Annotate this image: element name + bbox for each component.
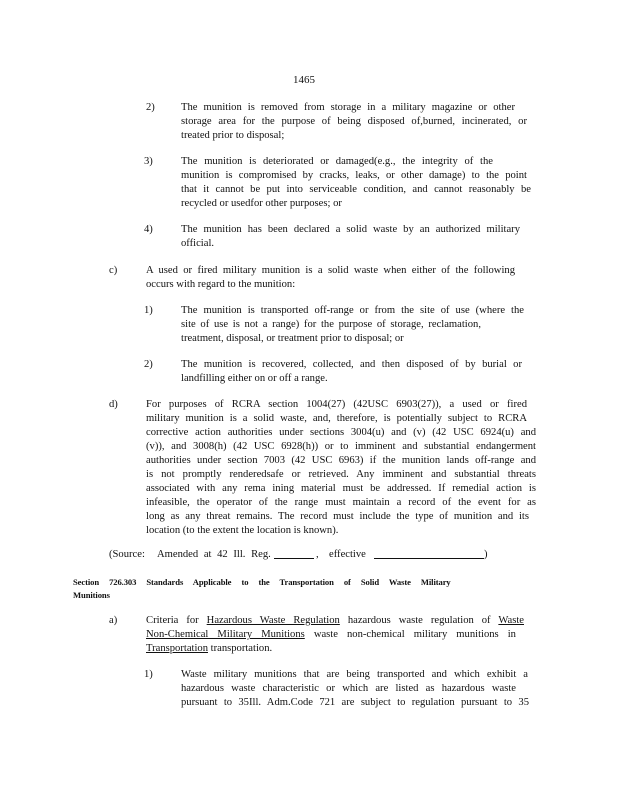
item-a1-line: hazardous waste characteristic or which are listed as hazardous waste [181, 683, 516, 694]
item-d-line: For purposes of RCRA section 1004(27) (42USC 6903(27)), a used or fired [146, 399, 527, 410]
item-d-label: d) [109, 399, 118, 410]
item-d-line: associated with any rema ining material must be addressed. If remedial action is [146, 483, 536, 494]
item-2-line: storage area for the purpose of being disposed of,burned, incinerated, or [181, 116, 527, 127]
item-d-line: location (to the extent the location is known). [146, 525, 339, 536]
item-c2-label: 2) [144, 359, 153, 370]
source-effective: effective [329, 549, 366, 560]
item-d-line: military munition is a solid waste, and, therefore, is potentially subject to RCRA [146, 413, 527, 424]
effective-blank [374, 548, 484, 559]
item-c-line: occurs with regard to the munition: [146, 279, 296, 290]
item-c1-line: treatment, disposal, or treatment prior to disposal; or [181, 333, 404, 344]
item-c1-line: The munition is transported off-range or from the site of use (where the [181, 305, 524, 316]
item-c-line: A used or fired military munition is a solid waste when either of the following [146, 265, 515, 276]
item-a1-label: 1) [144, 669, 153, 680]
item-c2-line: landfilling either on or off a range. [181, 373, 328, 384]
item-2-line: treated prior to disposal; [181, 130, 285, 141]
item-d-line: infeasible, the operator of the range must maintain a record of the event for as [146, 497, 536, 508]
item-d-line: long as any threat remains. The record must include the type of munition and its [146, 511, 529, 522]
item-4-line: The munition has been declared a solid waste by an authorized military [181, 224, 520, 235]
item-4-label: 4) [144, 224, 153, 235]
section-heading: Section 726.303 Standards Applicable to the Transportation of Solid Waste Military [73, 577, 451, 587]
section-heading-cont: Munitions [73, 590, 110, 600]
item-c1-label: 1) [144, 305, 153, 316]
source-close: ) [484, 549, 488, 560]
item-a-line: Non-Chemical Military Munitions waste non-chemical military munitions in [146, 629, 516, 640]
item-c-label: c) [109, 265, 118, 276]
item-3-label: 3) [144, 156, 153, 167]
item-c1-line: site of use is not a range) for the purpose of storage, reclamation, [181, 319, 481, 330]
item-c2-line: The munition is recovered, collected, and then disposed of by burial or [181, 359, 522, 370]
item-d-line: corrective action authorities under sections 3004(u) and (v) (42 USC 6924(u) and [146, 427, 536, 438]
item-a1-line: Waste military munitions that are being transported and which exhibit a [181, 669, 528, 680]
item-d-line: authorities under section 7003 (42 USC 6963) if the munition lands off-range and [146, 455, 536, 466]
source-amended: Amended at 42 Ill. Reg. [157, 549, 271, 560]
item-a1-line: pursuant to 35Ill. Adm.Code 721 are subject to regulation pursuant to 35 [181, 697, 529, 708]
page-number: 1465 [293, 74, 315, 86]
item-2-label: 2) [146, 102, 155, 113]
item-a-line: Criteria for Hazardous Waste Regulation hazardous waste regulation of Waste [146, 615, 524, 626]
item-4-line: official. [181, 238, 215, 249]
item-d-line: is not promptly renderedsafe or retrieved. Any imminent and substantial threats [146, 469, 536, 480]
item-3-line: munition is compromised by cracks, leaks, or other damage) to the point [181, 170, 527, 181]
item-3-line: The munition is deteriorated or damaged(e.g., the integrity of the [181, 156, 493, 167]
item-3-line: recycled or usedfor other purposes; or [181, 198, 342, 209]
register-blank [274, 548, 314, 559]
item-3-line: that it cannot be put into serviceable condition, and cannot reasonably be [181, 184, 531, 195]
source-prefix: (Source: [109, 549, 145, 560]
item-d-line: (v)), and 3008(h) (42 USC 6928(h)) or to imminent and substantial endangerment [146, 441, 536, 452]
item-2-line: The munition is removed from storage in a military magazine or other [181, 102, 515, 113]
item-a-label: a) [109, 615, 118, 626]
item-a-line: Transportation transportation. [146, 643, 273, 654]
source-comma: , [316, 549, 319, 560]
